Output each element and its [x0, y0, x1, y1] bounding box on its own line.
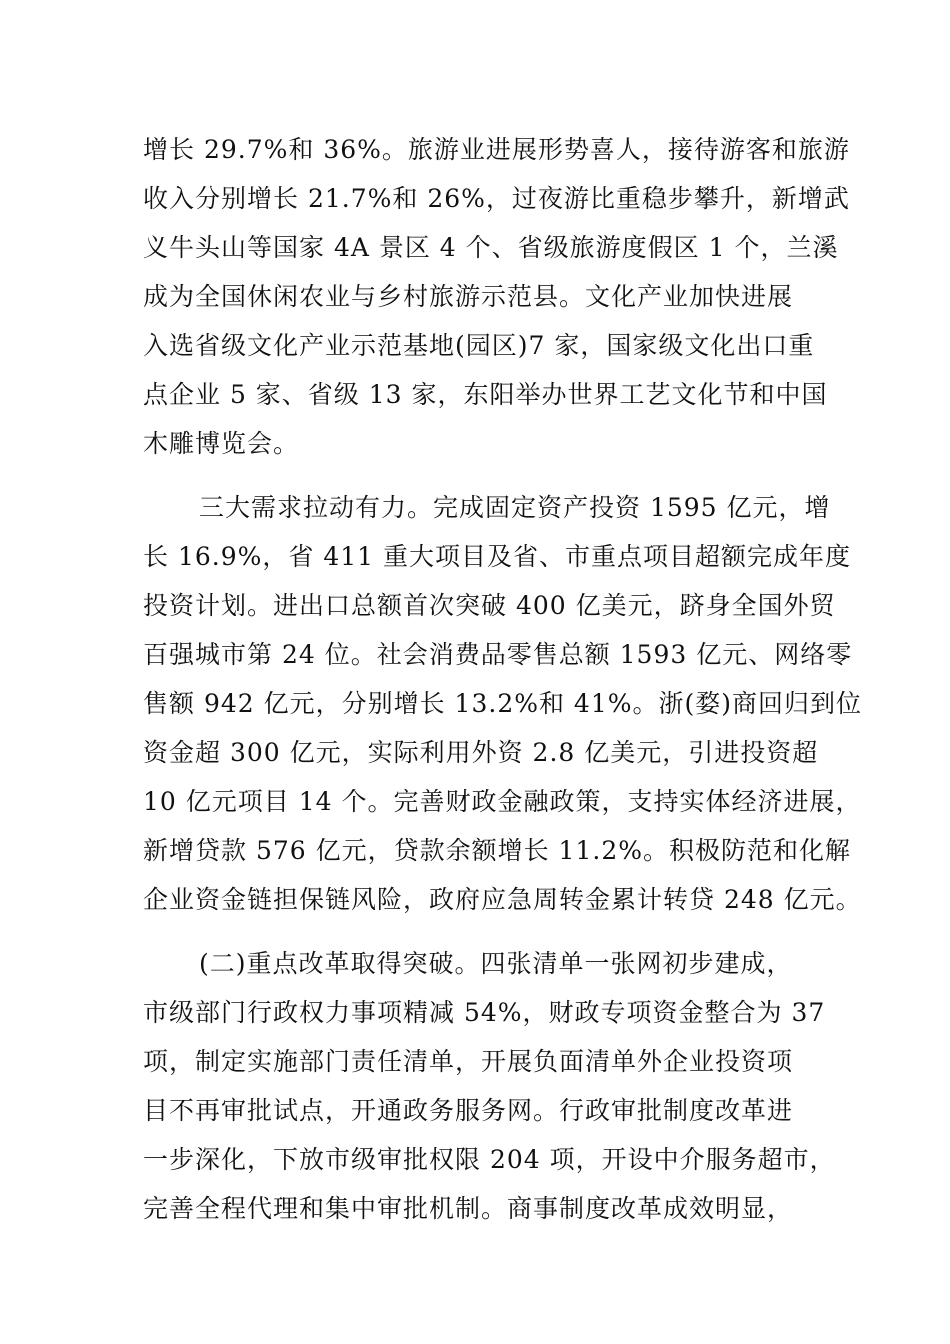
text-line: 入选省级文化产业示范基地(园区)7 家，国家级文化出口重: [143, 331, 815, 360]
text-line: 增长 29.7%和 36%。旅游业进展形势喜人，接待游客和旅游: [143, 135, 850, 164]
document-body: [143, 125, 862, 1233]
text-line: 新增贷款 576 亿元，贷款余额增长 11.2%。积极防范和化解: [143, 836, 851, 865]
text-line: 售额 942 亿元，分别增长 13.2%和 41%。浙(婺)商回归到位: [143, 689, 862, 718]
text-line: 百强城市第 24 位。社会消费品零售总额 1593 亿元、网络零: [143, 640, 853, 669]
text-line: 投资计划。进出口总额首次突破 400 亿美元，跻身全国外贸: [143, 591, 836, 620]
paragraph-three-demands: [143, 483, 862, 924]
text-line: 项，制定实施部门责任清单，开展负面清单外企业投资项: [143, 1047, 794, 1076]
text-line: 义牛头山等国家 4A 景区 4 个、省级旅游度假区 1 个，兰溪: [143, 233, 839, 262]
text-line: 目不再审批试点，开通政务服务网。行政审批制度改革进: [143, 1096, 794, 1125]
text-line: 企业资金链担保链风险，政府应急周转金累计转贷 248 亿元。: [143, 885, 862, 914]
paragraph-key-reforms: [143, 939, 836, 1233]
text-line: 三大需求拉动有力。完成固定资产投资 1595 亿元，增: [199, 493, 831, 522]
text-line: 完善全程代理和集中审批机制。商事制度改革成效明显，: [143, 1194, 794, 1223]
text-line: 点企业 5 家、省级 13 家，东阳举办世界工艺文化节和中国: [143, 380, 828, 409]
paragraph-tourism-culture: [143, 125, 850, 468]
text-line: 10 亿元项目 14 个。完善财政金融政策，支持实体经济进展，: [143, 787, 862, 816]
text-line: 成为全国休闲农业与乡村旅游示范县。文化产业加快进展: [143, 282, 794, 311]
text-line: 市级部门行政权力事项精减 54%，财政专项资金整合为 37: [143, 998, 826, 1027]
paragraph-spacer: [143, 924, 823, 939]
text-line: (二)重点改革取得突破。四张清单一张网初步建成，: [199, 949, 793, 978]
paragraph-spacer: [143, 468, 823, 483]
text-line: 收入分别增长 21.7%和 26%，过夜游比重稳步攀升，新增武: [143, 184, 850, 213]
text-line: 木雕博览会。: [143, 429, 300, 458]
text-line: 一步深化，下放市级审批权限 204 项，开设中介服务超市，: [143, 1145, 836, 1174]
text-line: 长 16.9%，省 411 重大项目及省、市重点项目超额完成年度: [143, 542, 851, 571]
text-line: 资金超 300 亿元，实际利用外资 2.8 亿美元，引进投资超: [143, 738, 819, 767]
